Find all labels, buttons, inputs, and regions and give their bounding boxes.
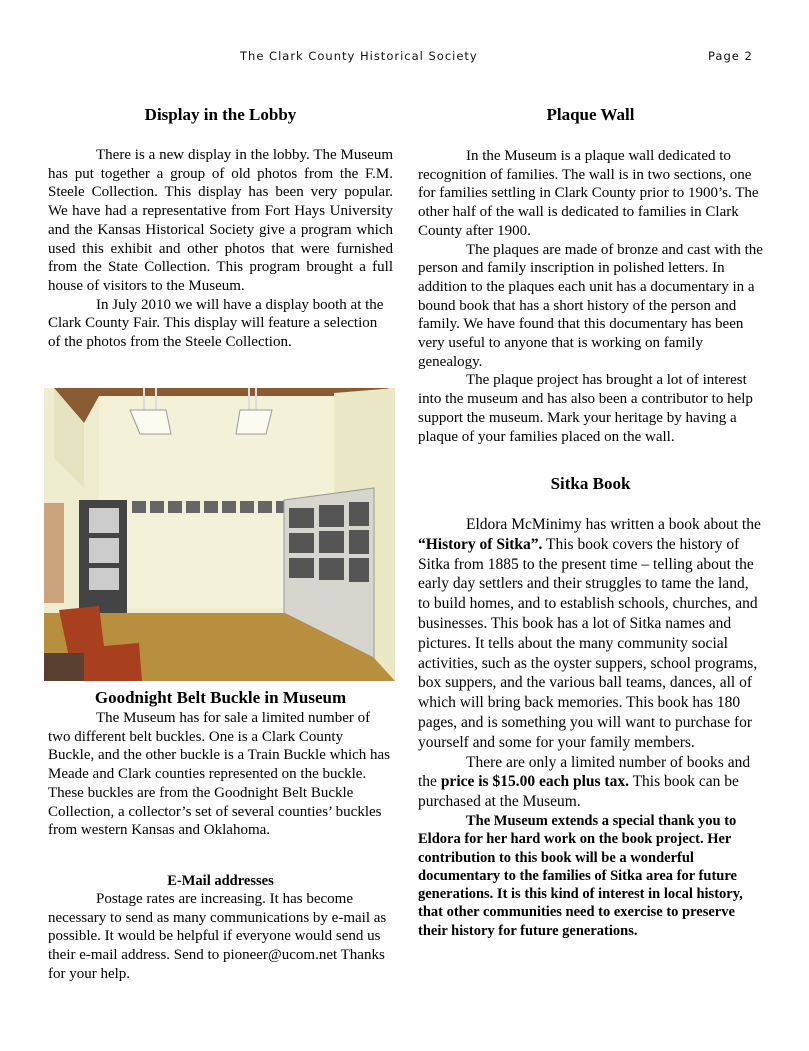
section-heading: Display in the Lobby (144, 105, 297, 124)
paragraph: The Museum has for sale a limited number of two different belt buckles. One is a Clark County Buckle, and the other buckle is a Train Buckle which has Meade and Clark counties represented on the buckle. These buckles are from the Goodnight Belt Buckle Collection, a collector’s set of several counties’ buckles from western Kansas and Oklahoma. (48, 710, 391, 839)
section-heading: Sitka Book (550, 474, 631, 493)
text-run: This book can be purchased at the Museum. (418, 773, 739, 811)
section-plaque-wall (418, 104, 763, 446)
page-number: Page 2 (708, 49, 753, 63)
lobby-display-photo (44, 388, 395, 681)
section-belt-buckle (48, 687, 393, 840)
text-run: There are only a limited number of books and the (418, 753, 751, 791)
paragraph: The plaques are made of bronze and cast with the person and family inscription in polished letters. In addition to the plaques each unit has a documentary in a bound book that has a short history of the person and family. We have found that this documentary has been very useful to anyone that is working on family genealogy. (418, 241, 763, 370)
paragraph (418, 753, 763, 812)
section-display-lobby (48, 104, 393, 352)
text-run: This book covers the history of Sitka from 1885 to the present time – telling about the early day settlers and their struggles to tame the land, to build homes, and to establish schools, churches, and businesses. This book has a lot of Sitka names and pictures. It tells about the many community social activities, such as the oyster suppers, school programs, box suppers, and the various ball teams, dances, all of which will bring back memories. This book has 180 pages, and is something you will want to purchase for yourself and some for your family members. (418, 535, 758, 751)
lobby-photo-illustration (44, 388, 395, 681)
paragraph: In the Museum is a plaque wall dedicated to recognition of families. The wall is in two sections, one for families settling in Clark County prior to 1900’s. The other half of the wall is dedicated to families in Clark County after 1900. (418, 148, 759, 239)
book-title: “History of Sitka”. (418, 535, 543, 553)
section-sitka-book (418, 473, 763, 940)
section-email (48, 872, 393, 984)
newsletter-title: The Clark County Historical Society (240, 49, 478, 63)
paragraph: Postage rates are increasing. It has become necessary to send as many communications by e-mail as possible. It would be helpful if everyone would send us their e-mail address. Send to pioneer@ucom.net Thanks for your help. (48, 891, 387, 982)
section-heading: E-Mail addresses (167, 873, 274, 889)
section-heading: Goodnight Belt Buckle in Museum (94, 688, 347, 707)
price-text: price is $15.00 each plus tax. (440, 773, 629, 791)
text-run: Eldora McMinimy has written a book about the (466, 516, 761, 533)
paragraph (418, 515, 763, 753)
paragraph: There is a new display in the lobby. The Museum has put together a group of old photos from the F.M. Steele Collection. This display has been very popular. We have had a representative from Fort Hays University and the Kansas Historical Society give a program which used this exhibit and other photos that were furnished from the State Collection. This program brought a full house of visitors to the Museum. (48, 147, 393, 294)
paragraph: The plaque project has brought a lot of interest into the museum and has also been a contributor to help support the museum. Mark your heritage by having a plaque of your families placed on the wall. (418, 372, 753, 445)
thank-you-paragraph: The Museum extends a special thank you to Eldora for her hard work on the book project. Her contribution to this book will be a wonderful documentary to the families of Sitka area for future generations. It is this kind of interest in local history, that other communities need to exercise to preserve their history for future generations. (418, 812, 743, 939)
paragraph: In July 2010 we will have a display booth at the Clark County Fair. This display will feature a selection of the photos from the Steele Collection. (48, 296, 384, 351)
section-heading: Plaque Wall (546, 105, 635, 124)
